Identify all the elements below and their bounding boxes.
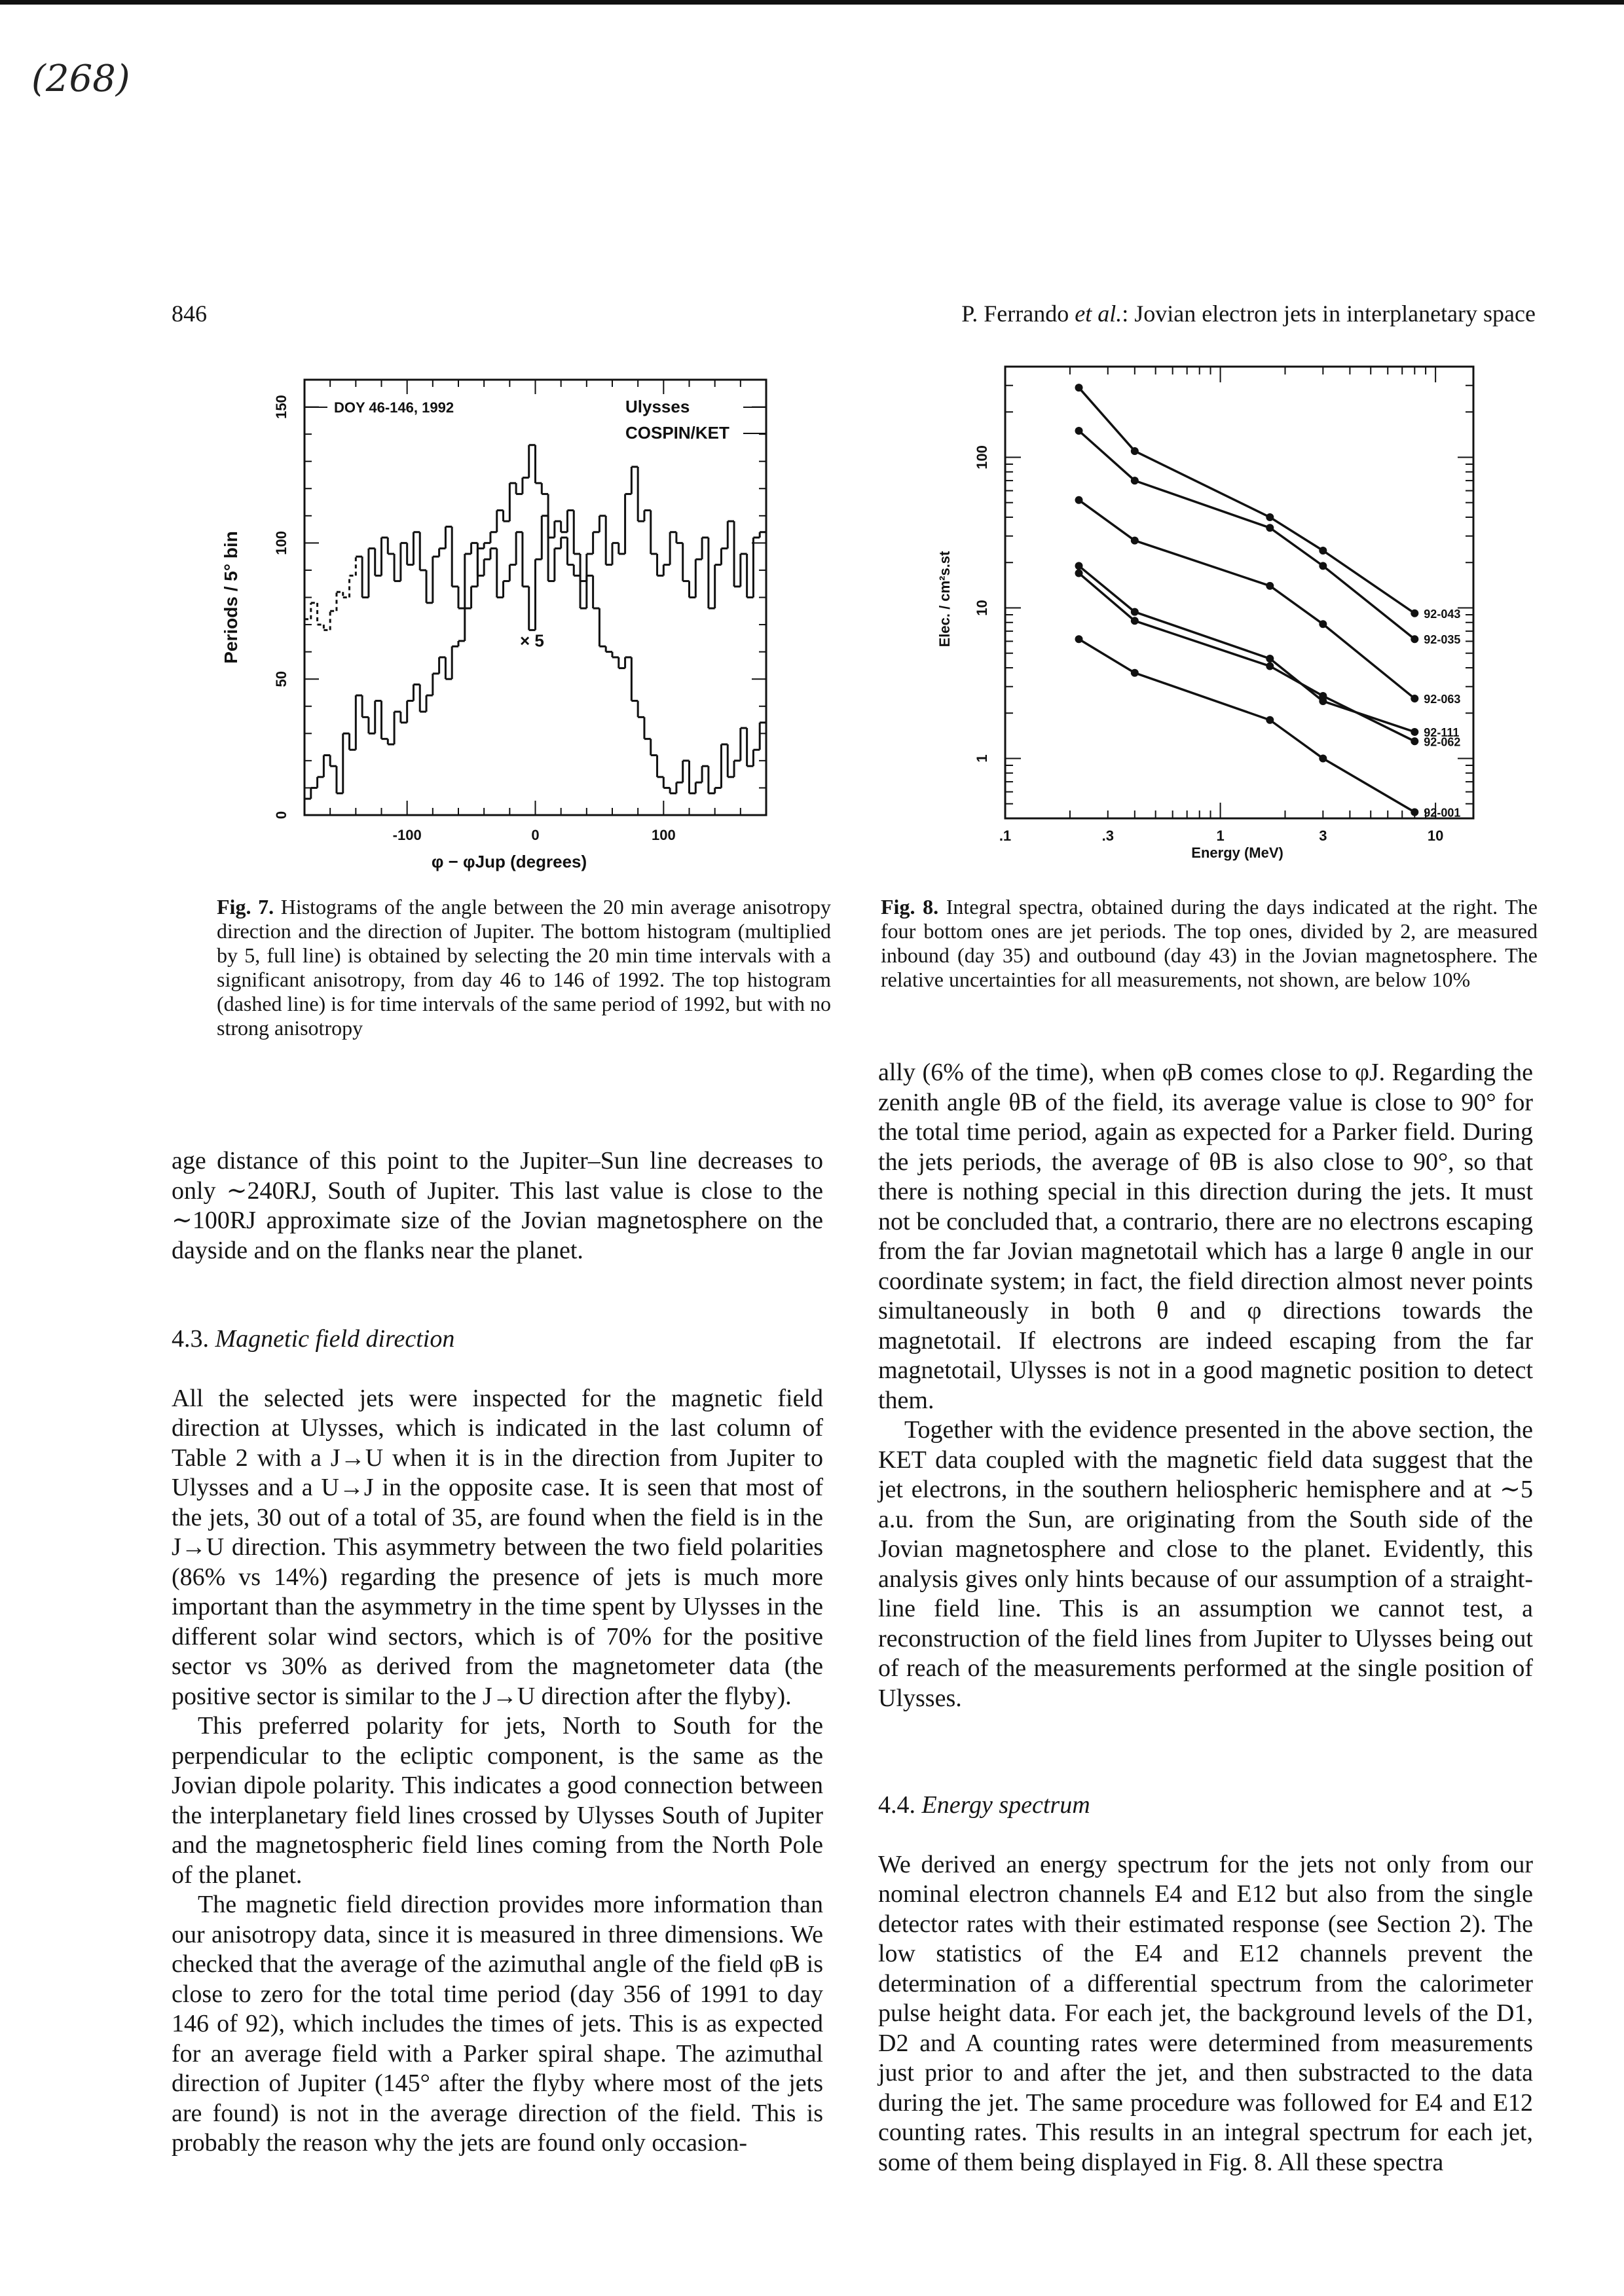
paragraph: age distance of this point to the Jupiter–Sun line decreases to only ∼240RJ, South of Jupiter. This last value is close to the ∼100RJ approximate size of the Jovian magnetosphere on the dayside and on the flanks near the planet.: [172, 1147, 823, 1264]
running-head: [961, 300, 1536, 327]
y-tick-label: 100: [974, 445, 990, 469]
y-tick-label: 1: [974, 754, 990, 763]
y-axis-label: Elec. / cm²s.st: [936, 551, 953, 647]
spectrum-point: [1411, 635, 1418, 643]
spectrum-line: [1079, 388, 1415, 613]
series-label: 92-035: [1424, 633, 1461, 647]
series-label: 92-001: [1424, 806, 1461, 820]
section-heading-4-3: [172, 1324, 823, 1355]
running-head-authors: P. Ferrando: [961, 301, 1075, 327]
running-head-title: : Jovian electron jets in interplanetary space: [1122, 301, 1536, 327]
x-tick-label: 100: [651, 827, 676, 843]
figure-8-caption: [881, 895, 1538, 992]
spectrum-point: [1075, 562, 1083, 570]
section-heading-4-4: [878, 1791, 1533, 1821]
figure-8-plot: [936, 354, 1545, 871]
x-tick-label: .3: [1101, 828, 1114, 844]
figure-7-caption: [217, 895, 831, 1040]
spectrum-point: [1319, 620, 1327, 628]
spectrum-point: [1411, 695, 1418, 702]
annotation-multiplier: × 5: [520, 630, 544, 651]
x-tick-label: 3: [1319, 828, 1327, 844]
spectrum-point: [1266, 655, 1274, 663]
left-column: [172, 1146, 823, 2159]
spectrum-point: [1131, 669, 1139, 677]
spectrum-point: [1131, 537, 1139, 545]
spectrum-point: [1266, 582, 1274, 590]
x-tick-label: -100: [392, 827, 422, 843]
paragraph: This preferred polarity for jets, North to South for the perpendicular to the ecliptic component, is the same as the Jovian dipole polarity. This indicates a good connection between the interplanetary field lines crossed by Ulysses South of Jupiter and the magnetospheric field lines coming from the North Pole of the planet.: [172, 1712, 823, 1889]
paragraph: ally (6% of the time), when φB comes close to φJ. Regarding the zenith angle θB of the field, its average value is close to 90° for the total time period, again as expected for a Parker field. During the jets periods, the average of θB is also close to 90°, so that there is nothing special in this direction during the jets. It must not be concluded that, a contrario, there are no electrons escaping from the far Jovian magnetotail which has a large θ angle in our coordinate system; in fact, the field direction almost never points simultaneously in both θ and φ directions towards the magnetotail. If electrons are indeed escaping from the far magnetotail, Ulysses is not in a good magnetic position to detect them.: [878, 1059, 1533, 1414]
annotation-doy: DOY 46-146, 1992: [334, 399, 454, 416]
series-label: 92-062: [1424, 735, 1461, 749]
y-tick-label: 0: [273, 811, 289, 820]
x-axis-label: φ − φJup (degrees): [431, 852, 587, 871]
x-tick-label: 10: [1427, 828, 1444, 844]
x-axis-label: Energy (MeV): [1191, 845, 1283, 861]
spectrum-point: [1319, 754, 1327, 762]
spectrum-point: [1075, 384, 1083, 392]
x-tick-label: .1: [999, 828, 1012, 844]
running-head-etal: et al.: [1075, 301, 1122, 327]
y-tick-label: 10: [974, 600, 990, 616]
y-tick-label: 150: [273, 395, 289, 419]
series-label: 92-063: [1424, 692, 1461, 706]
page-number: 846: [172, 301, 207, 327]
spectrum-line: [1079, 566, 1415, 732]
spectrum-point: [1319, 547, 1327, 555]
spectrum-point: [1411, 737, 1418, 745]
spectrum-point: [1075, 427, 1083, 435]
spectrum-point: [1411, 610, 1418, 617]
section-title: Magnetic field direction: [215, 1325, 455, 1353]
spectrum-point: [1319, 562, 1327, 570]
spectrum-point: [1266, 524, 1274, 532]
spectrum-line: [1079, 639, 1415, 812]
annotation-spacecraft: Ulysses: [625, 397, 690, 416]
spectrum-point: [1266, 663, 1274, 670]
annotation-instrument: COSPIN/KET: [625, 423, 729, 443]
paragraph: Together with the evidence presented in the above section, the KET data coupled with the magnetic field data suggest that the jet electrons, in the southern heliospheric hemisphere and at ∼5 a.u. from the Sun, are originating from the South side of the Jovian magnetosphere and close to the planet. Evidently, this analysis gives only hints because of our assumption of a straight-line field line. This is an assumption we cannot test, a reconstruction of the field lines from Jupiter to Ulysses being out of reach of the measurements performed at the single position of Ulysses.: [878, 1416, 1533, 1712]
right-column: [878, 1058, 1533, 2178]
figure-7-caption-label: Fig. 7.: [217, 895, 274, 919]
spectrum-point: [1075, 635, 1083, 643]
scan-top-edge: [0, 0, 1624, 5]
y-tick-label: 50: [273, 670, 289, 687]
handwritten-page-mark: (268): [31, 58, 130, 100]
paragraph: We derived an energy spectrum for the jets not only from our nominal electron channels E4 and E12 but also from the single detector rates with their estimated response (see Section 2). The low statistics of the E4 and E12 channels prevent the determination of a differential spectrum from the calorimeter pulse height data. For each jet, the background levels of the D1, D2 and A counting rates were determined from measurements just prior to and after the jet, and then substracted to the data during the jet. The same procedure was followed for E4 and E12 counting rates. This results in an integral spectrum for each jet, some of them being displayed in Fig. 8. All these spectra: [878, 1850, 1533, 2176]
spectrum-point: [1131, 608, 1139, 616]
spectrum-point: [1411, 728, 1418, 736]
figure-8-caption-label: Fig. 8.: [881, 895, 939, 919]
spectrum-point: [1266, 513, 1274, 521]
paragraph: The magnetic field direction provides more information than our anisotropy data, since it is measured in three dimensions. We checked that the average of the azimuthal angle of the field φB is close to zero for the total time period (day 356 of 1991 to day 146 of 92), which includes the times of jets. This is as expected for an average field with a Parker spiral shape. The azimuthal direction of Jupiter (145° after the flyby where most of the jets are found) is not in the average direction of the field. This is probably the reason why the jets are found only occasion-: [172, 1891, 823, 2157]
y-axis-label: Periods / 5° bin: [221, 531, 241, 664]
spectrum-point: [1131, 477, 1139, 484]
figure-8-spectra: [936, 354, 1545, 871]
figure-7-caption-text: Histograms of the angle between the 20 min average anisotropy direction and the direction of Jupiter. The bottom histogram (multiplied by 5, full line) is obtained by selecting the 20 min time intervals with a significant anisotropy, from day 46 to 146 of 1992. The top histogram (dashed line) is for time intervals of the same period of 1992, but with no strong anisotropy: [217, 895, 832, 1040]
series-label: 92-111: [1424, 725, 1460, 739]
plot-frame: [1005, 367, 1473, 818]
section-number: 4.4.: [878, 1791, 922, 1819]
spectrum-point: [1075, 496, 1083, 504]
paragraph: All the selected jets were inspected for the magnetic field direction at Ulysses, which is indicated in the last column of Table 2 with a J→U when it is in the direction from Jupiter to Ulysses and a U→J in the opposite case. It is seen that most of the jets, 30 out of a total of 35, are found when the field is in the J→U direction. This asymmetry between the two field polarities (86% vs 14%) regarding the presence of jets is much more important than the asymmetry in the time spent by Ulysses in the different solar wind sectors, which is of 70% for the positive sector vs 30% as derived from the magnetometer data (the positive sector is similar to the J→U direction after the flyby).: [172, 1384, 823, 1710]
y-tick-label: 100: [273, 531, 289, 555]
section-title: Energy spectrum: [921, 1791, 1090, 1819]
section-number: 4.3.: [172, 1325, 215, 1353]
spectrum-point: [1131, 617, 1139, 625]
spectrum-point: [1131, 447, 1139, 455]
figure-7-plot: [196, 367, 786, 877]
spectrum-point: [1075, 569, 1083, 577]
spectrum-point: [1411, 808, 1418, 816]
x-tick-label: 0: [531, 827, 540, 843]
figure-7-histogram: [196, 367, 786, 877]
spectrum-point: [1319, 692, 1327, 700]
figure-8-caption-text: Integral spectra, obtained during the days indicated at the right. The four bottom ones are jet periods. The top ones, divided by 2, are measured inbound (day 35) and outbound (day 43) in the Jovian magnetosphere. The relative uncertainties for all measurements, not shown, are below 10%: [881, 895, 1538, 991]
x-tick-label: 1: [1216, 828, 1225, 844]
spectrum-point: [1266, 716, 1274, 724]
series-label: 92-043: [1424, 607, 1461, 621]
